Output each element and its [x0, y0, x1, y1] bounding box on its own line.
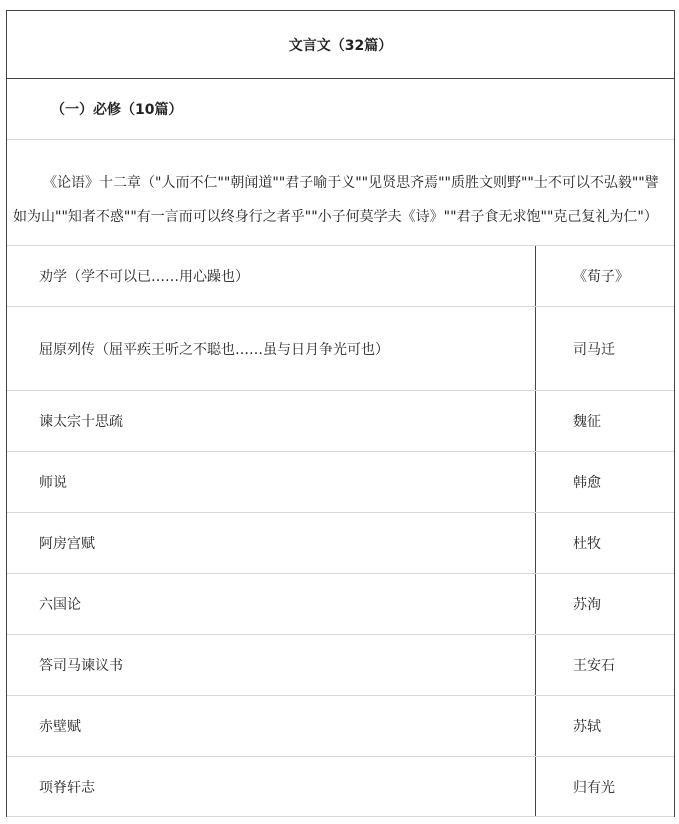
- lunyu-row: [7, 140, 674, 246]
- section-heading: （一）必修（10篇）: [51, 102, 183, 118]
- lunyu-text: 《论语》十二章（"人而不仁""朝闻道""君子喻于义""见贤思齐焉""质胜文则野""士不可以不弘毅""譬如为山""知者不惑""有一言而可以终身行之者乎""小子何莫学夫《诗》""君子食无求饱""克己复礼为仁"）: [13, 175, 659, 225]
- work-author-cell: [536, 452, 674, 512]
- table-title-row: [7, 11, 674, 79]
- work-author: 《荀子》: [573, 269, 629, 285]
- work-title-cell: [7, 635, 536, 695]
- classical-chinese-table: [6, 10, 675, 817]
- work-title-cell: [7, 574, 536, 634]
- work-author: 杜牧: [573, 536, 601, 552]
- work-title: 答司马谏议书: [39, 658, 123, 674]
- work-author: 韩愈: [573, 475, 601, 491]
- work-author: 苏轼: [573, 719, 601, 735]
- table-row: [7, 696, 674, 757]
- section-heading-row: [7, 79, 674, 140]
- work-title-cell: [7, 513, 536, 573]
- table-row: [7, 391, 674, 452]
- work-title-cell: [7, 452, 536, 512]
- work-author-cell: [536, 757, 674, 816]
- table-title: 文言文（32篇）: [288, 37, 393, 54]
- work-author: 苏洵: [573, 597, 601, 613]
- work-author-cell: [536, 635, 674, 695]
- work-title-cell: [7, 391, 536, 451]
- table-row: [7, 574, 674, 635]
- work-title-cell: [7, 757, 536, 816]
- work-title-cell: [7, 246, 536, 306]
- work-author-cell: [536, 513, 674, 573]
- work-title: 阿房宫赋: [39, 536, 95, 552]
- work-author: 魏征: [573, 414, 601, 430]
- work-author: 王安石: [573, 658, 615, 674]
- work-author: 归有光: [573, 779, 615, 796]
- work-title: 赤壁赋: [39, 719, 81, 735]
- work-author-cell: [536, 391, 674, 451]
- work-title: 谏太宗十思疏: [39, 414, 123, 430]
- table-row: [7, 757, 674, 817]
- work-author: 司马迁: [573, 341, 615, 358]
- table-row: [7, 635, 674, 696]
- work-author-cell: [536, 574, 674, 634]
- work-title: 六国论: [39, 597, 81, 613]
- work-title-cell: [7, 307, 536, 390]
- work-title: 师说: [39, 475, 67, 491]
- work-author-cell: [536, 307, 674, 390]
- work-author-cell: [536, 696, 674, 756]
- table-row: [7, 246, 674, 307]
- table-row: [7, 452, 674, 513]
- table-row: [7, 307, 674, 391]
- table-row: [7, 513, 674, 574]
- work-title-cell: [7, 696, 536, 756]
- work-title: 劝学（学不可以已……用心躁也）: [39, 269, 249, 285]
- work-title: 项脊轩志: [39, 779, 95, 796]
- work-author-cell: [536, 246, 674, 306]
- work-title: 屈原列传（屈平疾王听之不聪也……虽与日月争光可也）: [39, 341, 389, 358]
